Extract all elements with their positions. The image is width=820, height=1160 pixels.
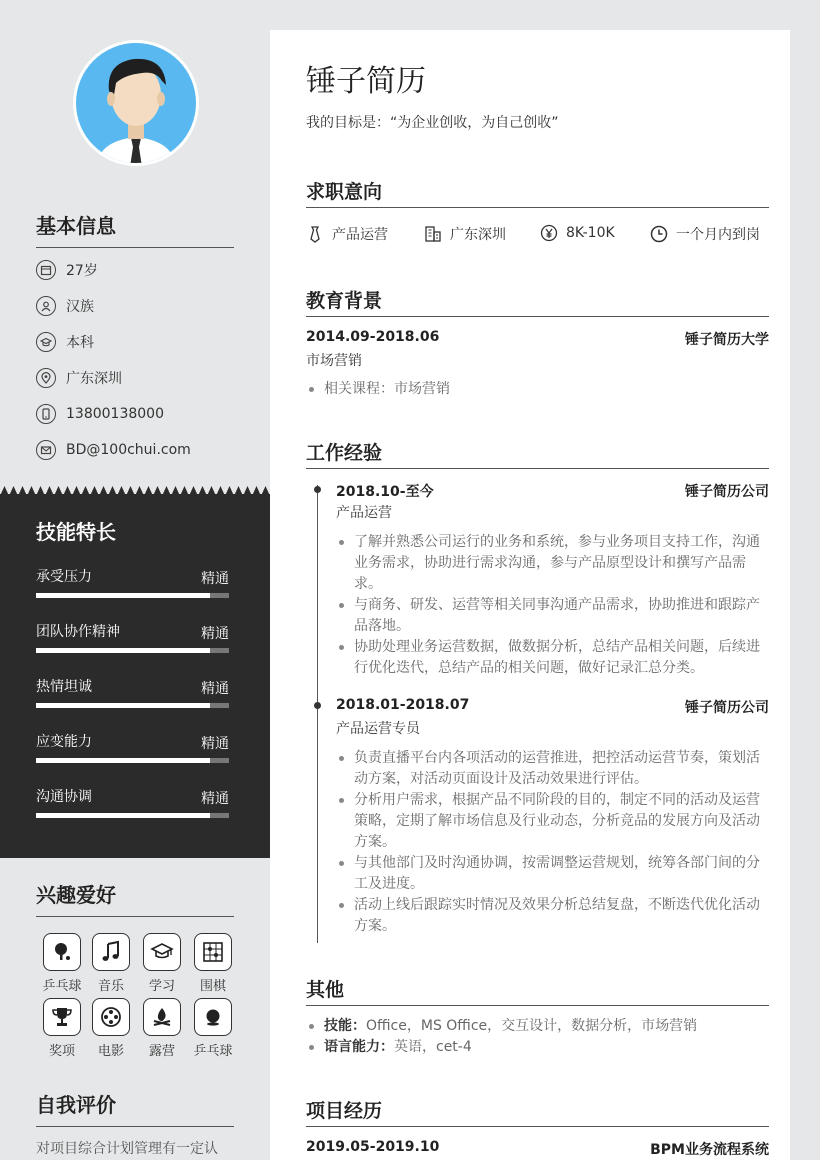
hobby-item <box>191 933 235 994</box>
other-title: 其他 <box>306 979 345 1001</box>
graduation-cap-icon <box>143 933 181 971</box>
work-period: 2018.10-至今 <box>336 484 434 500</box>
info-text: BD@100chui.com <box>66 442 191 458</box>
intent-availability <box>650 224 760 244</box>
list-item: 相关课程：市场营销 <box>306 379 769 400</box>
project-row <box>306 1139 769 1159</box>
yen-icon <box>540 224 558 242</box>
hobby-item <box>89 933 133 994</box>
info-phone <box>36 403 164 425</box>
skill-level: 精通 <box>201 791 229 807</box>
hobby-item <box>140 998 184 1059</box>
list-item: 活动上线后跟踪实时情况及效果分析总结复盘，不断迭代优化活动方案。 <box>336 895 769 937</box>
other-text: 英语，cet-4 <box>394 1039 472 1055</box>
objective: 我的目标是：“为企业创收，为自己创收” <box>306 115 559 131</box>
hobby-item <box>89 998 133 1059</box>
project-title: 项目经历 <box>306 1100 383 1122</box>
work-role: 产品运营 <box>336 505 392 521</box>
other-text: Office，MS Office，交互设计，数据分析，市场营销 <box>366 1018 698 1034</box>
info-education <box>36 331 94 353</box>
work-role: 产品运营专员 <box>336 721 420 737</box>
skill-name: 应变能力 <box>36 734 92 750</box>
hobby-label: 奖项 <box>48 1044 75 1059</box>
building-icon <box>424 225 442 243</box>
project-name: BPM业务流程系统 <box>650 1142 769 1158</box>
divider <box>306 1126 769 1127</box>
work-period: 2018.01-2018.07 <box>336 697 470 713</box>
hobby-label: 露营 <box>148 1044 175 1059</box>
intent-text: 产品运营 <box>332 227 388 243</box>
intent-salary <box>540 224 615 242</box>
divider <box>306 316 769 317</box>
divider <box>36 916 234 917</box>
hobby-label: 乒乓球 <box>193 1044 233 1059</box>
intent-text: 8K-10K <box>566 225 615 241</box>
divider <box>306 207 769 208</box>
list-item: 了解并熟悉公司运行的业务和系统，参与业务项目支持工作，沟通业务需求，协助进行需求沟通，参与产品原型设计和撰写产品需求。 <box>336 532 769 595</box>
skill-fill <box>36 758 210 763</box>
skill-bar <box>36 593 229 598</box>
list-item: 与商务、研发、运营等相关同事沟通产品需求，协助推进和跟踪产品落地。 <box>336 595 769 637</box>
work-title: 工作经验 <box>306 442 383 464</box>
phone-icon <box>36 404 56 424</box>
self-eval-title: 自我评价 <box>36 1093 116 1117</box>
skill-fill <box>36 703 210 708</box>
skill-level: 精通 <box>201 571 229 587</box>
skill-name: 承受压力 <box>36 569 92 585</box>
film-reel-icon <box>92 998 130 1036</box>
list-item: 分析用户需求，根据产品不同阶段的目的，制定不同的活动及运营策略，定期了解市场信息及行业动态，分析竞品的发展方向及活动方案。 <box>336 790 769 853</box>
other-label: 语言能力： <box>324 1039 394 1055</box>
info-email <box>36 439 191 461</box>
info-text: 27岁 <box>66 263 98 279</box>
other-label: 技能： <box>324 1018 366 1034</box>
list-item <box>306 1016 769 1037</box>
divider <box>306 1005 769 1006</box>
info-location <box>36 367 122 389</box>
tie-icon <box>306 225 324 243</box>
skill-bar <box>36 758 229 763</box>
music-note-icon <box>92 933 130 971</box>
self-eval-text: 对项目综合计划管理有一定认 <box>36 1141 218 1157</box>
work-row <box>336 481 769 501</box>
skill-level: 精通 <box>201 736 229 752</box>
skill-level: 精通 <box>201 681 229 697</box>
skill-fill <box>36 813 210 818</box>
hobby-item <box>191 998 235 1059</box>
hobby-item <box>140 933 184 994</box>
intent-text: 广东深圳 <box>450 227 506 243</box>
hobby-label: 围棋 <box>199 979 226 994</box>
list-item: 与其他部门及时沟通协调，按需调整运营规划，统筹各部门间的分工及进度。 <box>336 853 769 895</box>
skill-name: 沟通协调 <box>36 789 92 805</box>
resume-name: 锤子简历 <box>306 64 426 99</box>
education-row <box>306 329 769 349</box>
hobby-label: 音乐 <box>97 979 124 994</box>
ethnicity-icon <box>36 296 56 316</box>
list-item <box>306 1037 769 1058</box>
intent-city <box>424 224 506 244</box>
education-title: 教育背景 <box>306 290 383 312</box>
intent-title: 求职意向 <box>306 181 383 203</box>
skill-bar <box>36 813 229 818</box>
timeline-dot <box>314 702 321 709</box>
info-age <box>36 259 98 281</box>
divider <box>36 1126 234 1127</box>
intent-text: 一个月内到岗 <box>676 227 760 243</box>
work-company: 锤子简历公司 <box>685 700 769 716</box>
skill-bar <box>36 703 229 708</box>
info-text: 13800138000 <box>66 406 164 422</box>
info-text: 广东深圳 <box>66 371 122 387</box>
ping-pong-ball-icon <box>194 998 232 1036</box>
graduation-icon <box>36 332 56 352</box>
avatar <box>73 40 199 166</box>
basic-info-title: 基本信息 <box>36 214 116 238</box>
project-period: 2019.05-2019.10 <box>306 1139 440 1155</box>
skills-section <box>0 494 270 858</box>
work-company: 锤子简历公司 <box>685 484 769 500</box>
timeline-dot <box>314 486 321 493</box>
resume-main <box>270 30 790 1160</box>
intent-position <box>306 224 388 244</box>
hobby-item <box>40 933 84 994</box>
education-major: 市场营销 <box>306 353 362 369</box>
clock-icon <box>650 225 668 243</box>
info-text: 本科 <box>66 335 94 351</box>
education-details <box>306 379 769 400</box>
info-text: 汉族 <box>66 299 94 315</box>
location-icon <box>36 368 56 388</box>
list-item: 协助处理业务运营数据，做数据分析，总结产品相关问题，后续进行优化迭代，总结产品的相关问题，做好记录汇总分类。 <box>336 637 769 679</box>
go-board-icon <box>194 933 232 971</box>
campfire-icon <box>143 998 181 1036</box>
hobby-item <box>40 998 84 1059</box>
skill-bar <box>36 648 229 653</box>
email-icon <box>36 440 56 460</box>
education-period: 2014.09-2018.06 <box>306 329 440 345</box>
work-details <box>336 532 769 679</box>
avatar-portrait-icon <box>76 43 196 163</box>
hobby-label: 乒乓球 <box>42 979 82 994</box>
skill-name: 热情坦诚 <box>36 679 92 695</box>
timeline-line <box>317 485 318 943</box>
trophy-icon <box>43 998 81 1036</box>
calendar-icon <box>36 260 56 280</box>
work-details <box>336 748 769 937</box>
divider <box>306 468 769 469</box>
hobby-label: 学习 <box>148 979 175 994</box>
education-school: 锤子简历大学 <box>685 332 769 348</box>
list-item: 负责直播平台内各项活动的运营推进，把控活动运营节奏，策划活动方案，对活动页面设计及活动效果进行评估。 <box>336 748 769 790</box>
skill-name: 团队协作精神 <box>36 624 120 640</box>
hobbies-title: 兴趣爱好 <box>36 883 116 907</box>
skill-level: 精通 <box>201 626 229 642</box>
sidebar <box>0 0 270 1160</box>
skill-fill <box>36 648 210 653</box>
info-ethnicity <box>36 295 94 317</box>
skill-fill <box>36 593 210 598</box>
ping-pong-icon <box>43 933 81 971</box>
work-row <box>336 697 769 717</box>
divider <box>36 247 234 248</box>
hobby-label: 电影 <box>97 1044 124 1059</box>
other-details <box>306 1016 769 1058</box>
skills-title: 技能特长 <box>36 520 116 544</box>
